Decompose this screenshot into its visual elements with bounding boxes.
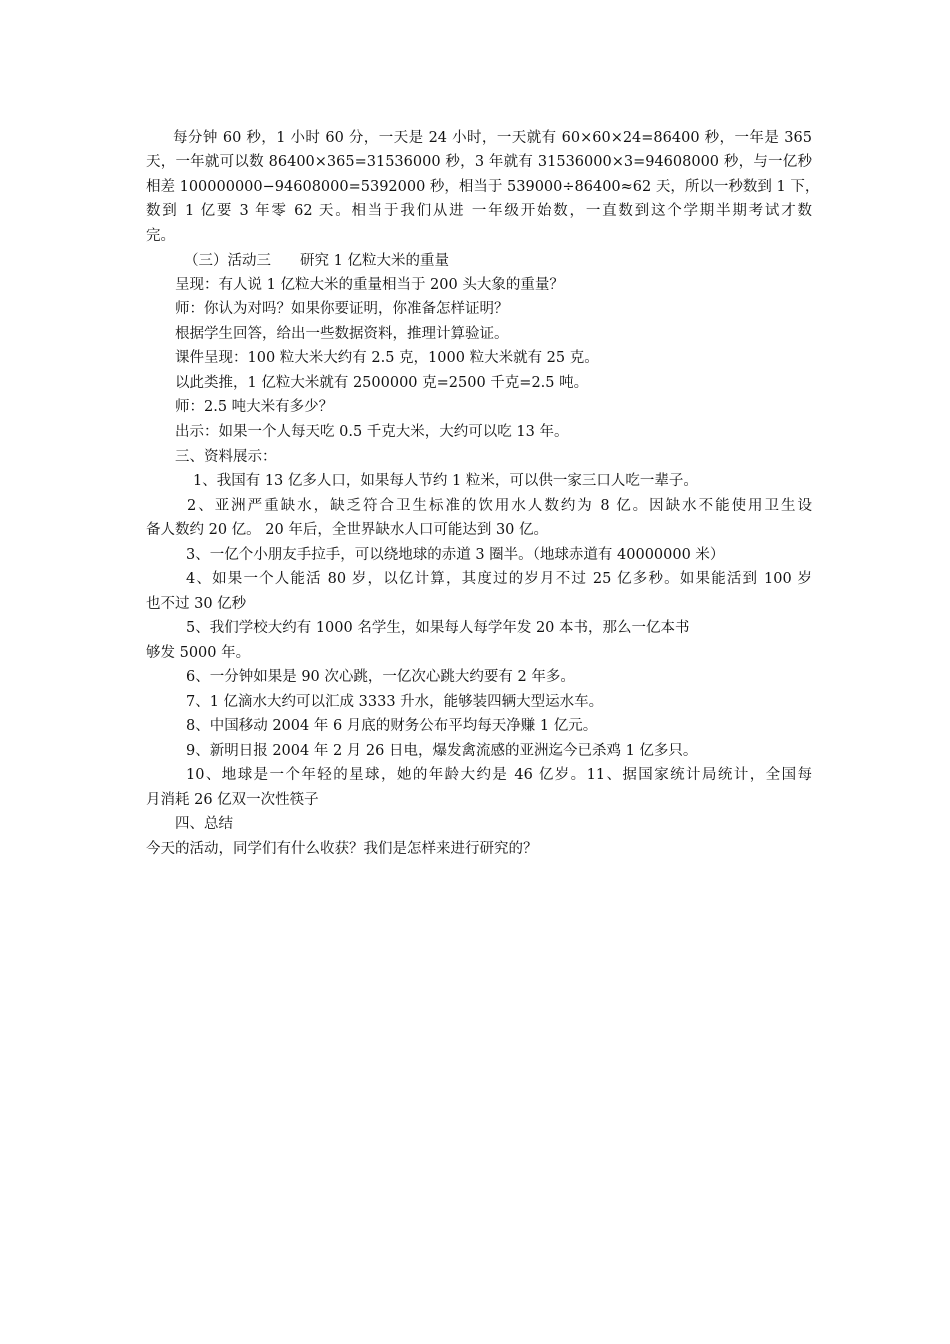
section-heading: 三、资料展示： bbox=[175, 449, 277, 465]
list-item: 6、一分钟如果是 90 次心跳，一亿次心跳大约要有 2 年多。 bbox=[186, 669, 575, 685]
paragraph-line: 师：2.5 吨大米有多少？ bbox=[175, 399, 334, 415]
paragraph-line: 根据学生回答，给出一些数据资料，推理计算验证。 bbox=[175, 326, 509, 342]
list-item-continuation: 也不过 30 亿秒 bbox=[146, 596, 247, 612]
paragraph-line: 完。 bbox=[146, 228, 175, 244]
section-heading: 四、总结 bbox=[175, 816, 233, 832]
paragraph-line: 天，一年就可以数 86400×365=31536000 秒，3 年就有 31536000×3=94608000 秒，与一亿秒 bbox=[146, 154, 812, 170]
paragraph-line: 呈现：有人说 1 亿粒大米的重量相当于 200 头大象的重量？ bbox=[175, 277, 564, 293]
list-item: 5、我们学校大约有 1000 名学生，如果每人每学年发 20 本书，那么一亿本书 bbox=[186, 620, 690, 636]
paragraph-line: 以此类推，1 亿粒大米就有 2500000 克=2500 千克=2.5 吨。 bbox=[175, 375, 589, 391]
list-item: 10、地球是一个年轻的星球，她的年龄大约是 46 亿岁。11、据国家统计局统计，全国每 bbox=[186, 767, 812, 783]
list-item: 4、如果一个人能活 80 岁，以亿计算，其度过的岁月不过 25 亿多秒。如果能活到 100 岁 bbox=[186, 571, 812, 587]
paragraph-line: 出示：如果一个人每天吃 0.5 千克大米，大约可以吃 13 年。 bbox=[175, 424, 569, 440]
paragraph-line: 课件呈现：100 粒大米大约有 2.5 克，1000 粒大米就有 25 克。 bbox=[175, 350, 599, 366]
section-heading: （三）活动三 研究 1 亿粒大米的重量 bbox=[184, 253, 449, 269]
list-item: 3、一亿个小朋友手拉手，可以绕地球的赤道 3 圈半。（地球赤道有 40000000 米） bbox=[186, 547, 725, 563]
list-item: 8、中国移动 2004 年 6 月底的财务公布平均每天净赚 1 亿元。 bbox=[186, 718, 598, 734]
list-item: 7、1 亿滴水大约可以汇成 3333 升水，能够装四辆大型运水车。 bbox=[186, 694, 604, 710]
list-item: 1、我国有 13 亿多人口，如果每人节约 1 粒米，可以供一家三口人吃一辈子。 bbox=[193, 473, 698, 489]
paragraph-line: 相差 100000000−94608000=5392000 秒，相当于 539000÷86400≈62 天，所以一秒数到 1 下， bbox=[146, 179, 820, 195]
list-item: 9、新明日报 2004 年 2 月 26 日电，爆发禽流感的亚洲迄今已杀鸡 1 亿多只。 bbox=[186, 743, 698, 759]
list-item-continuation: 备人数约 20 亿。 20 年后，全世界缺水人口可能达到 30 亿。 bbox=[146, 522, 549, 538]
paragraph-line: 每分钟 60 秒，1 小时 60 分，一天是 24 小时，一天就有 60×60×24=86400 秒，一年是 365 bbox=[173, 130, 812, 146]
paragraph-line: 数到 1 亿要 3 年零 62 天。相当于我们从进 一年级开始数，一直数到这个学期半期考试才数 bbox=[146, 203, 812, 219]
paragraph-line: 今天的活动，同学们有什么收获？我们是怎样来进行研究的？ bbox=[146, 841, 538, 857]
list-item: 2、亚洲严重缺水，缺乏符合卫生标准的饮用水人数约为 8 亿。因缺水不能使用卫生设 bbox=[187, 498, 812, 514]
list-item-continuation: 月消耗 26 亿双一次性筷子 bbox=[146, 792, 319, 808]
list-item-continuation: 够发 5000 年。 bbox=[146, 645, 251, 661]
paragraph-line: 师：你认为对吗？如果你要证明，你准备怎样证明？ bbox=[175, 301, 509, 317]
